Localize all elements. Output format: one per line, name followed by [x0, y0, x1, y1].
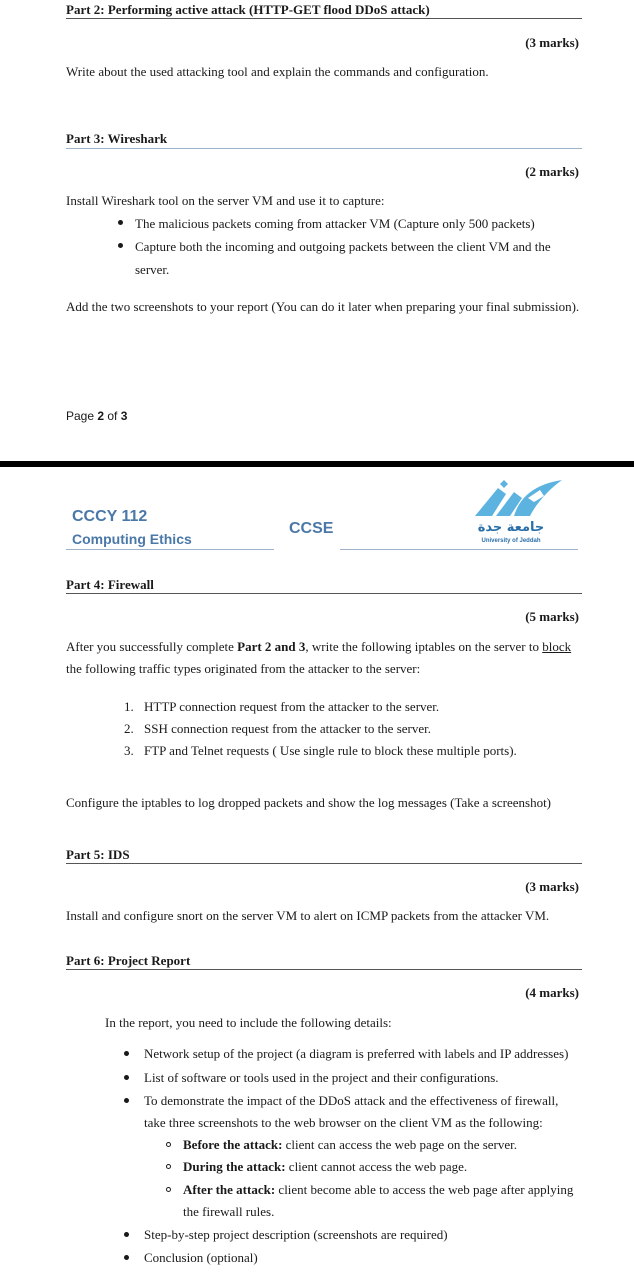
part6-marks: (4 marks) [525, 985, 579, 1000]
bullet-dot [124, 1051, 129, 1056]
university-logo [470, 476, 570, 548]
header-rule-right [340, 549, 578, 550]
part4-item-1: HTTP connection request from the attacker to the server. [144, 699, 440, 714]
part6-sub-1: Before the attack: client can access the web page on the server. [183, 1137, 518, 1152]
part3-bullet-2: Capture both the incoming and outgoing packets between the client VM and the [135, 239, 551, 254]
sub-bullet-circle [166, 1164, 171, 1169]
list-number: 3. [124, 743, 134, 758]
part4-line1: After you successfully complete Part 2 and 3, write the following iptables on the server to block [66, 639, 572, 654]
sub-bullet-circle [166, 1187, 171, 1192]
list-number: 2. [124, 721, 134, 736]
course-name: Computing Ethics [72, 531, 192, 547]
part3-bullet-2-cont: server. [135, 262, 170, 277]
part4-line2: the following traffic types originated from the attacker to the server: [66, 661, 421, 676]
bullet-dot [124, 1075, 129, 1080]
part6-sub-2: During the attack: client cannot access the web page. [183, 1159, 468, 1174]
logo-english: University of Jeddah [481, 538, 541, 544]
part3-bullet-1: The malicious packets coming from attacker VM (Capture only 500 packets) [135, 216, 535, 231]
part5-heading: Part 5: IDS [66, 847, 130, 862]
logo-mark-icon [470, 476, 570, 520]
bullet-dot [118, 220, 123, 225]
part2-marks: (3 marks) [525, 35, 579, 50]
list-number: 1. [124, 699, 134, 714]
part6-heading: Part 6: Project Report [66, 953, 191, 968]
part5-text: Install and configure snort on the server VM to alert on ICMP packets from the attacker VM. [66, 908, 550, 923]
part5-marks: (3 marks) [525, 879, 579, 894]
part6-rule [66, 969, 582, 970]
part2-heading: Part 2: Performing active attack (HTTP-GET flood DDoS attack) [66, 2, 430, 17]
part6-bullet-4: Step-by-step project description (screenshots are required) [144, 1227, 448, 1242]
sub-bullet-circle [166, 1142, 171, 1147]
part4-item-3: FTP and Telnet requests ( Use single rule to block these multiple ports). [144, 743, 517, 758]
part3-intro: Install Wireshark tool on the server VM and use it to capture: [66, 193, 385, 208]
part2-rule [66, 18, 582, 19]
part3-marks: (2 marks) [525, 164, 579, 179]
header-rule-left [66, 549, 274, 550]
part6-intro: In the report, you need to include the following details: [105, 1015, 392, 1030]
bullet-dot [124, 1098, 129, 1103]
page-separator [0, 461, 634, 467]
part4-log: Configure the iptables to log dropped packets and show the log messages (Take a screenshot) [66, 795, 552, 810]
part3-rule [66, 148, 582, 149]
part6-sub-3: After the attack: client become able to access the web page after applying [183, 1182, 574, 1197]
course-code: CCCY 112 [72, 508, 148, 525]
part2-text: Write about the used attacking tool and explain the commands and configuration. [66, 64, 489, 79]
logo-arabic: جامعة جدة [477, 520, 545, 535]
part6-bullet-2: List of software or tools used in the project and their configurations. [144, 1070, 499, 1085]
part5-rule [66, 863, 582, 864]
bullet-dot [124, 1232, 129, 1237]
part4-item-2: SSH connection request from the attacker to the server. [144, 721, 431, 736]
part6-bullet-5: Conclusion (optional) [144, 1250, 258, 1265]
part6-bullet-3-cont: take three screenshots to the web browser on the client VM as the following: [144, 1115, 543, 1130]
bullet-dot [124, 1255, 129, 1260]
part6-sub-3-cont: the firewall rules. [183, 1204, 275, 1219]
page-number: Page 2 of 3 [66, 409, 128, 423]
part4-rule [66, 593, 582, 594]
part6-bullet-3: To demonstrate the impact of the DDoS attack and the effectiveness of firewall, [144, 1093, 559, 1108]
part3-heading: Part 3: Wireshark [66, 131, 168, 146]
part4-marks: (5 marks) [525, 609, 579, 624]
part3-outro: Add the two screenshots to your report (You can do it later when preparing your final submission). [66, 299, 580, 314]
header-center: CCSE [289, 520, 334, 537]
bullet-dot [118, 243, 123, 248]
part6-bullet-1: Network setup of the project (a diagram is preferred with labels and IP addresses) [144, 1046, 569, 1061]
part4-heading: Part 4: Firewall [66, 577, 154, 592]
